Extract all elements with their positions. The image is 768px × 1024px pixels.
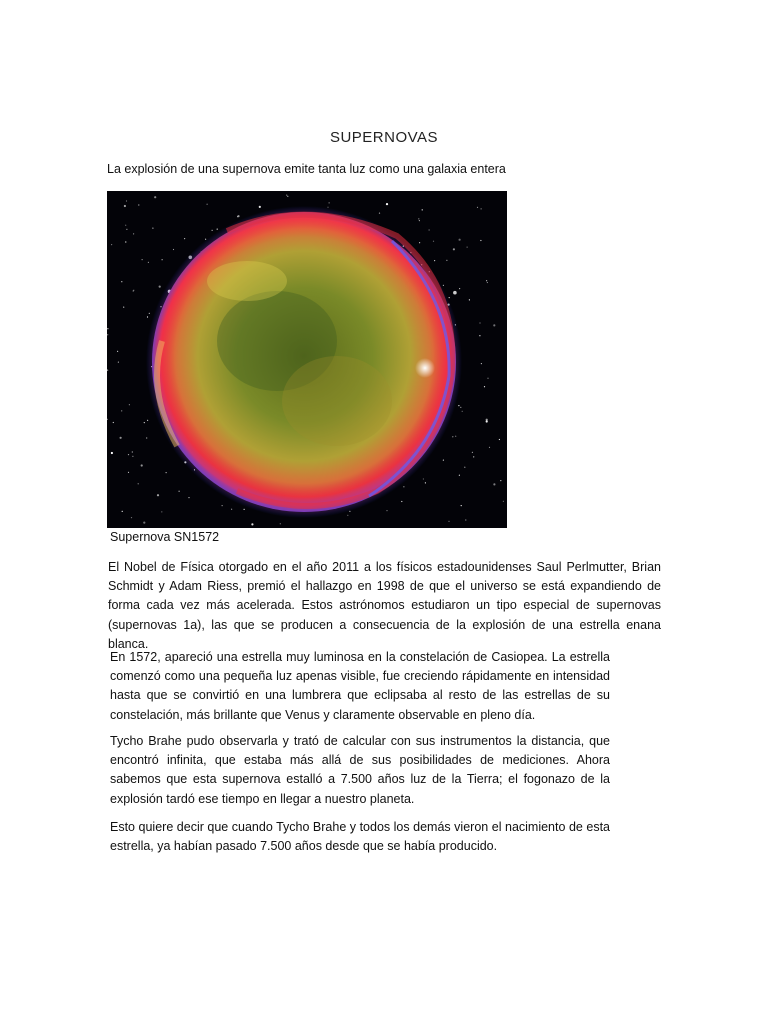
star-dot bbox=[487, 378, 488, 379]
star-dot bbox=[386, 510, 387, 511]
star-dot bbox=[107, 370, 108, 371]
star-dot bbox=[459, 475, 460, 476]
star-dot bbox=[222, 505, 223, 506]
star-dot bbox=[142, 259, 143, 260]
star-dot bbox=[184, 238, 185, 239]
star-dot bbox=[452, 436, 453, 437]
star-dot bbox=[128, 472, 129, 473]
star-dot bbox=[107, 334, 108, 335]
star-dot bbox=[419, 220, 420, 221]
star-dot bbox=[493, 324, 495, 326]
star-dot bbox=[469, 299, 470, 300]
star-dot bbox=[464, 467, 465, 468]
paragraph-nobel: El Nobel de Física otorgado en el año 2011 a los físicos estadounidenses Saul Perlmutter, Brian Schmidt y Adam Riess, premió el hallazgo en 1998 de que el universo se está expandiendo de forma cada vez más acelerada. Estos astrónomos estudiaron un tipo especial de supernovas (supernovas 1a), las que se producen a consecuencia de la explosión de una estrella enana blanca. bbox=[108, 560, 661, 651]
star-dot bbox=[152, 228, 153, 229]
star-dot bbox=[486, 280, 487, 281]
star-dot bbox=[141, 464, 143, 466]
star-dot bbox=[147, 316, 148, 317]
star-dot bbox=[462, 411, 463, 412]
star-dot bbox=[133, 290, 134, 291]
star-dot bbox=[453, 291, 457, 295]
star-dot bbox=[479, 322, 480, 323]
star-dot bbox=[484, 386, 485, 387]
star-dot bbox=[489, 447, 490, 448]
paragraph-1572: En 1572, apareció una estrella muy luminosa en la constelación de Casiopea. La estrella comenzó como una pequeña luz apenas visible, fue creciendo rápidamente en intensidad hasta que se convirtió en una lumbrera que eclipsaba al resto de las estrellas de su constelación, más brillante que Venus y claramente observable en pleno día. bbox=[110, 650, 610, 722]
star-dot bbox=[280, 523, 281, 524]
star-dot bbox=[434, 260, 435, 261]
figure-caption: Supernova SN1572 bbox=[110, 530, 220, 544]
star-dot bbox=[347, 515, 348, 516]
supernova-illustration bbox=[107, 191, 507, 528]
star-dot bbox=[401, 501, 402, 502]
star-dot bbox=[418, 218, 419, 219]
star-dot bbox=[126, 229, 127, 230]
star-dot bbox=[259, 206, 261, 208]
star-dot bbox=[493, 483, 495, 485]
star-dot bbox=[188, 497, 189, 498]
star-dot bbox=[473, 456, 474, 457]
star-dot bbox=[117, 351, 118, 352]
star-dot bbox=[121, 281, 122, 282]
star-dot bbox=[144, 422, 145, 423]
star-dot bbox=[179, 491, 180, 492]
star-dot bbox=[129, 404, 130, 405]
star-dot bbox=[159, 286, 161, 288]
star-dot bbox=[472, 452, 473, 453]
star-dot bbox=[329, 202, 330, 203]
star-dot bbox=[237, 216, 238, 217]
star-dot bbox=[477, 207, 478, 208]
star-dot bbox=[287, 196, 288, 197]
star-dot bbox=[453, 248, 455, 250]
star-dot bbox=[149, 313, 150, 314]
star-dot bbox=[157, 494, 159, 496]
star-dot bbox=[461, 505, 462, 506]
star-dot bbox=[107, 328, 108, 329]
star-dot bbox=[133, 233, 134, 234]
star-dot bbox=[458, 405, 459, 406]
document-subtitle: La explosión de una supernova emite tanta luz como una galaxia entera bbox=[107, 162, 506, 176]
star-dot bbox=[443, 460, 444, 461]
star-dot bbox=[128, 454, 129, 455]
star-dot bbox=[166, 472, 167, 473]
star-dot bbox=[125, 241, 126, 242]
star-dot bbox=[120, 437, 122, 439]
star-dot bbox=[467, 247, 468, 248]
star-dot bbox=[132, 451, 133, 452]
star-dot bbox=[503, 501, 504, 502]
star-dot bbox=[500, 480, 501, 481]
paragraph-conclusion: Esto quiere decir que cuando Tycho Brahe y todos los demás vieron el nacimiento de esta estrella, ya habían pasado 7.500 años desde que se había producido. bbox=[110, 820, 610, 854]
star-dot bbox=[244, 509, 245, 510]
star-dot bbox=[425, 482, 426, 483]
star-dot bbox=[379, 213, 380, 214]
star-dot bbox=[162, 259, 163, 260]
star-dot bbox=[154, 196, 156, 198]
star-dot bbox=[161, 511, 162, 512]
star-dot bbox=[487, 282, 488, 283]
star-dot bbox=[111, 244, 112, 245]
star-dot bbox=[459, 288, 460, 289]
star-dot bbox=[448, 521, 449, 522]
star-dot bbox=[327, 207, 328, 208]
star-dot bbox=[286, 195, 287, 196]
star-dot bbox=[455, 436, 456, 437]
star-dot bbox=[460, 407, 461, 408]
star-dot bbox=[122, 511, 123, 512]
star-dot bbox=[481, 208, 482, 209]
star-dot bbox=[126, 200, 127, 201]
star-dot bbox=[449, 297, 450, 298]
star-dot bbox=[148, 262, 149, 263]
supernova-image bbox=[107, 191, 507, 528]
star-dot bbox=[423, 478, 424, 479]
star-dot bbox=[125, 225, 126, 226]
star-dot bbox=[124, 205, 126, 207]
star-dot bbox=[131, 517, 132, 518]
star-dot bbox=[386, 203, 388, 205]
star-dot bbox=[121, 410, 122, 411]
star-dot bbox=[113, 422, 114, 423]
star-dot bbox=[207, 204, 208, 205]
star-dot bbox=[403, 486, 404, 487]
star-dot bbox=[217, 229, 218, 230]
star-dot bbox=[118, 362, 119, 363]
document-title: SUPERNOVAS bbox=[329, 129, 439, 146]
star-dot bbox=[123, 307, 124, 308]
star-dot bbox=[143, 522, 145, 524]
star-dot bbox=[138, 483, 139, 484]
star-dot bbox=[132, 456, 133, 457]
star-dot bbox=[486, 419, 488, 421]
star-dot bbox=[465, 519, 466, 520]
star-dot bbox=[231, 509, 232, 510]
star-dot bbox=[212, 230, 213, 231]
star-dot bbox=[481, 363, 482, 364]
star-dot bbox=[429, 229, 430, 230]
star-dot bbox=[111, 452, 113, 454]
star-dot bbox=[480, 240, 481, 241]
star-dot bbox=[459, 239, 461, 241]
paragraph-tycho-brahe: Tycho Brahe pudo observarla y trató de calcular con sus instrumentos la distancia, que encontró infinita, que estaba más allá de sus posibilidades de mediciones. Ahora sabemos que esta supernova estalló a 7.500 años luz de la Tierra; el fogonazo de la explosión tardó ese tiempo en llegar a nuestro planeta. bbox=[110, 734, 610, 806]
star-dot bbox=[251, 523, 253, 525]
star-dot bbox=[419, 242, 420, 243]
star-dot bbox=[479, 335, 480, 336]
star-dot bbox=[443, 285, 444, 286]
star-dot bbox=[173, 249, 174, 250]
star-dot bbox=[147, 420, 148, 421]
star-dot bbox=[146, 437, 147, 438]
star-dot bbox=[446, 260, 447, 261]
star-dot bbox=[433, 241, 434, 242]
star-dot bbox=[499, 439, 500, 440]
star-dot bbox=[422, 209, 423, 210]
star-dot bbox=[138, 204, 139, 205]
